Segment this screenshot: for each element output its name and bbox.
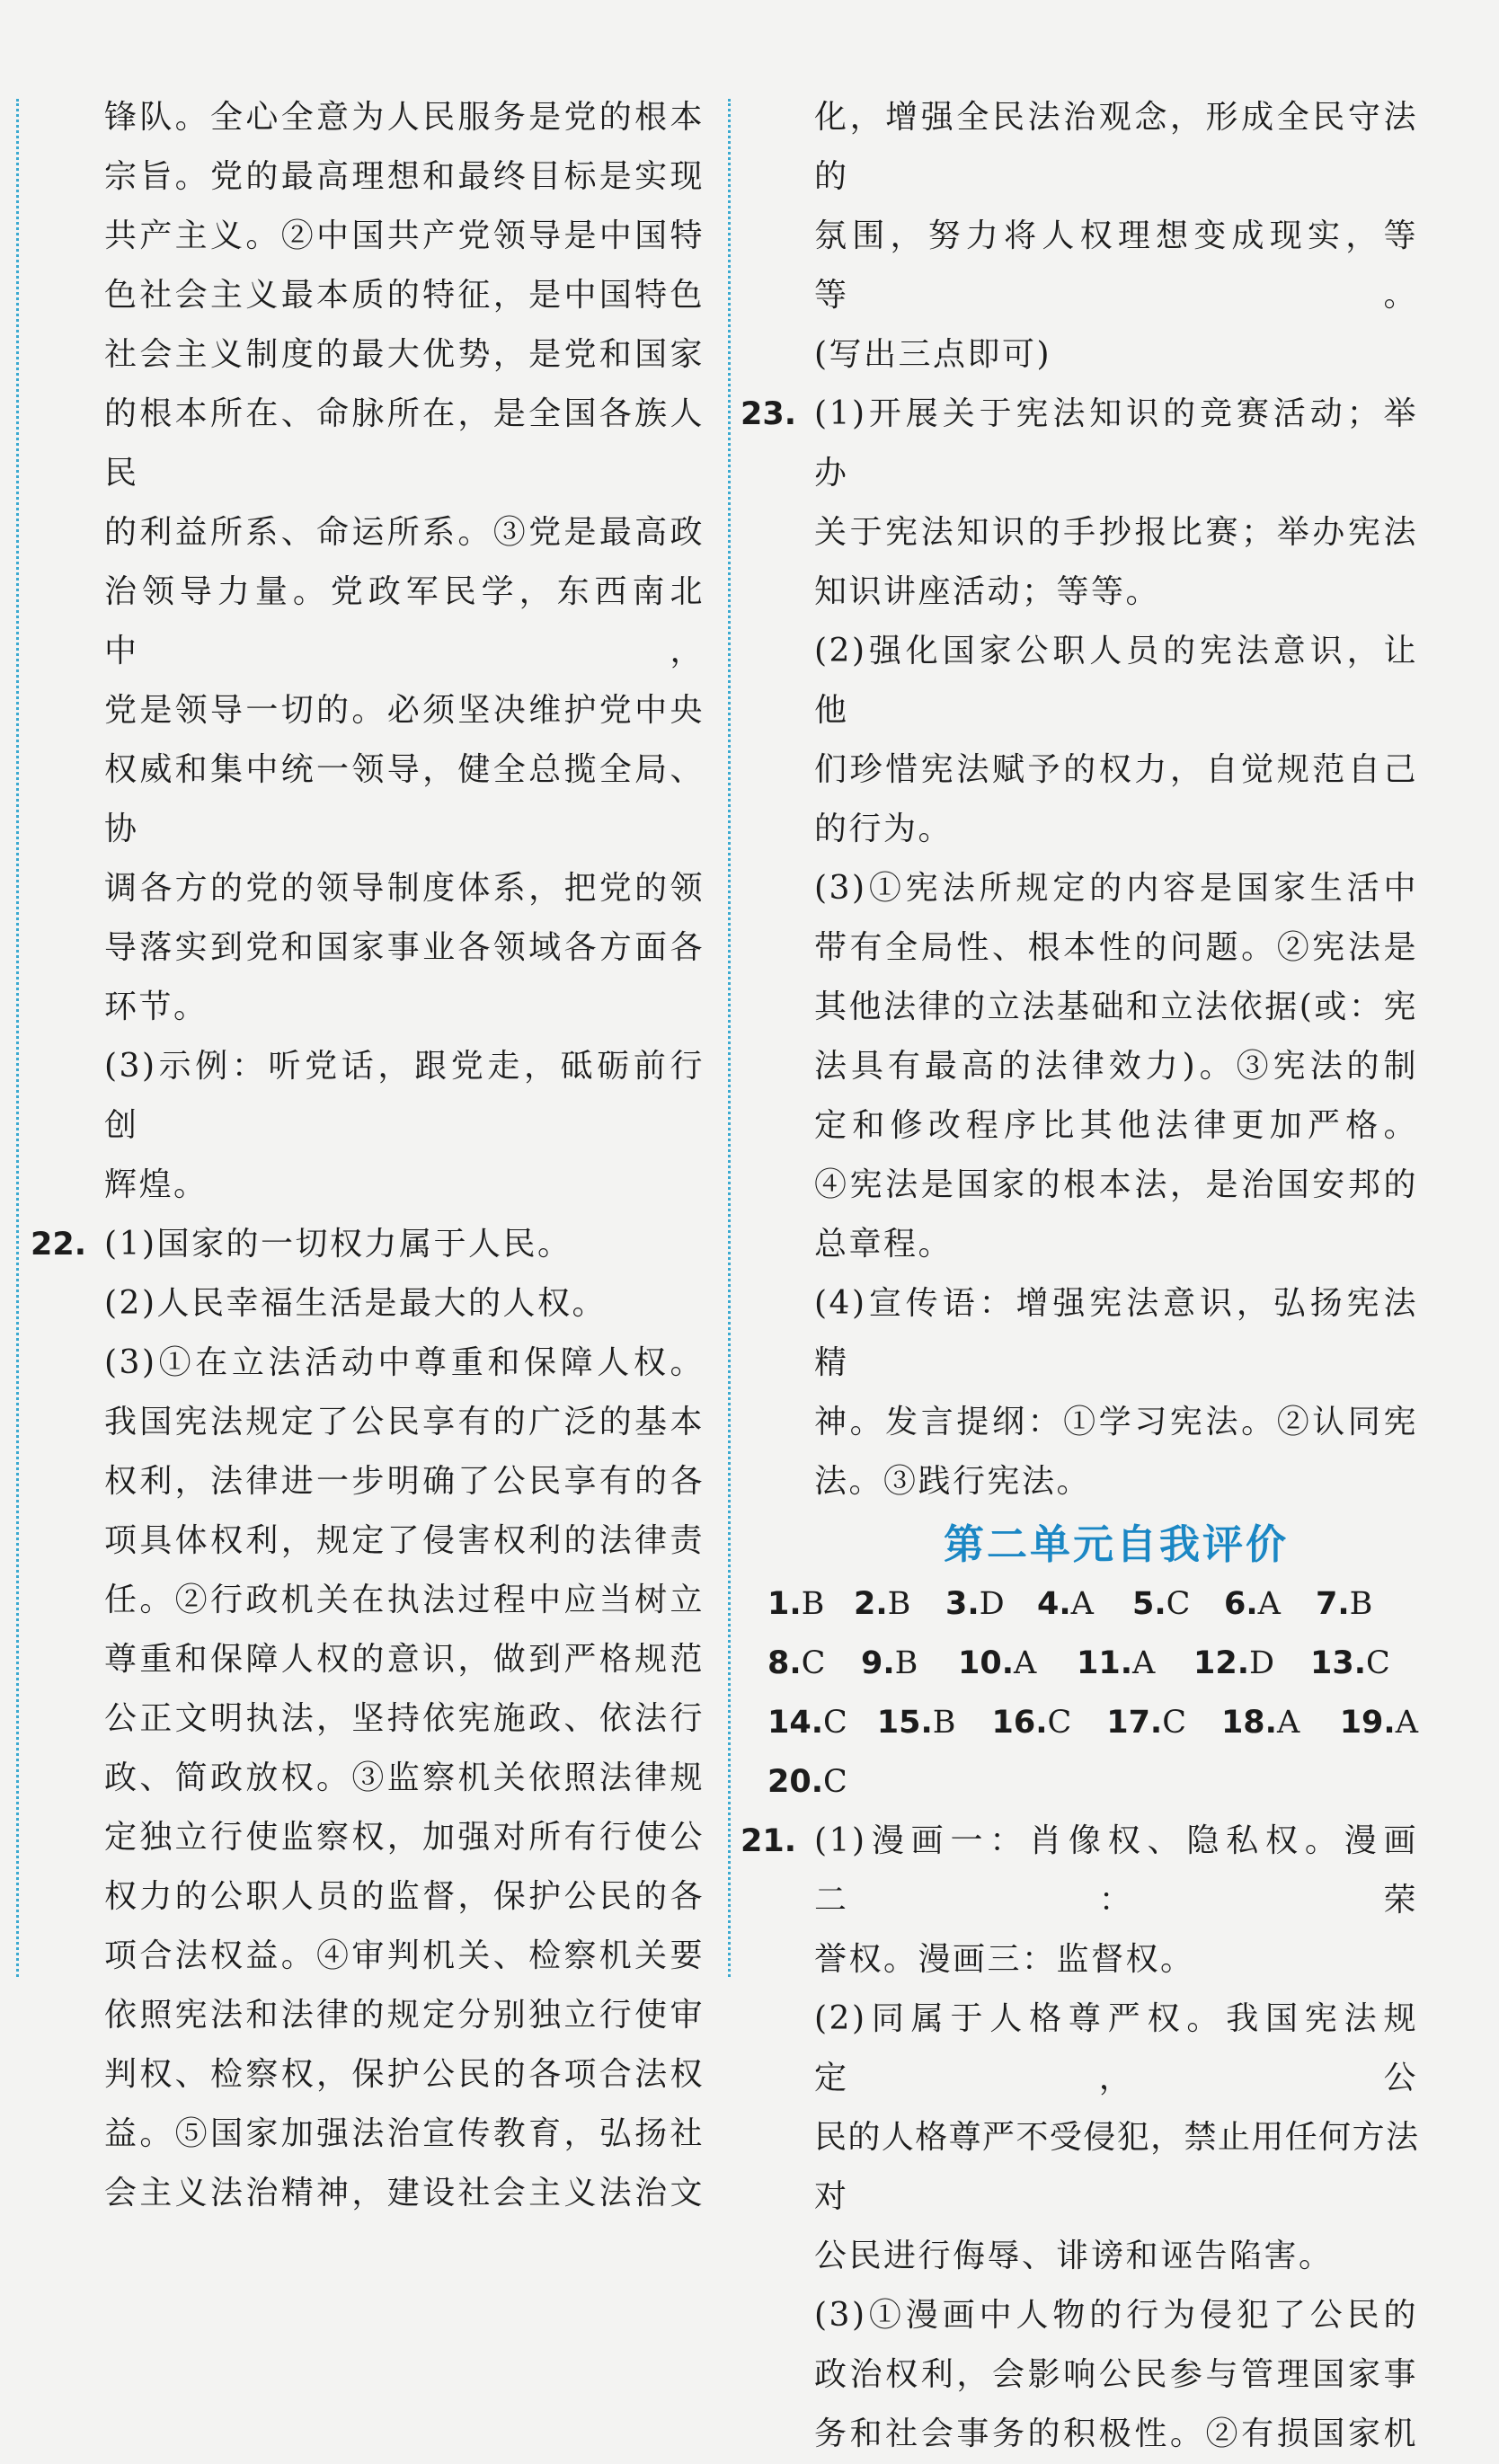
text-line: (3)①在立法活动中尊重和保障人权。	[104, 1344, 705, 1381]
right-column	[741, 88, 1418, 2464]
answer-letter: C	[1162, 1705, 1187, 1741]
text-line: 们珍惜宪法赋予的权力，自觉规范自己	[814, 751, 1418, 788]
text-line: (1)开展关于宪法知识的竞赛活动；举办	[814, 395, 1418, 492]
text-line: (4)宣传语：增强宪法意识，弘扬宪法精	[814, 1285, 1418, 1381]
text-line: 公正文明执法，坚持依宪施政、依法行	[104, 1700, 705, 1737]
answer-number: 9.	[861, 1645, 895, 1681]
answer-number: 1.	[767, 1586, 802, 1622]
text-line: 权利，法律进一步明确了公民享有的各	[104, 1463, 705, 1500]
answer-letter: A	[1070, 1586, 1094, 1622]
text-line: 化，增强全民法治观念，形成全民守法的	[814, 99, 1418, 195]
answer-item	[945, 1574, 1037, 1634]
left-margin-dotted-line	[16, 99, 19, 1977]
answer-item	[1106, 1693, 1221, 1752]
answer-item	[767, 1693, 877, 1752]
answer-number: 19.	[1339, 1705, 1396, 1741]
answer-row	[767, 1574, 1418, 1634]
answer-item	[958, 1634, 1077, 1693]
text-line: 依照宪法和法律的规定分别独立行使审	[104, 1997, 705, 2034]
text-line: 知识讲座活动；等等。	[814, 573, 1161, 610]
answer-number: 14.	[767, 1705, 824, 1741]
text-line: 宗旨。党的最高理想和最终目标是实现	[104, 158, 705, 195]
answer-item	[991, 1693, 1106, 1752]
answer-number: 15.	[876, 1705, 933, 1741]
answer-row	[767, 1693, 1418, 1752]
answer-letter: B	[1349, 1586, 1373, 1622]
answer-letter: B	[887, 1586, 911, 1622]
text-line: 的利益所系、命运所系。③党是最高政	[104, 514, 705, 551]
answer-number: 12.	[1193, 1645, 1250, 1681]
answer-number: 6.	[1224, 1586, 1258, 1622]
left-column	[31, 88, 705, 2223]
text-line: 神。发言提纲：①学习宪法。②认同宪	[814, 1404, 1418, 1440]
text-line: 我国宪法规定了公民享有的广泛的基本	[104, 1404, 705, 1440]
text-line: 环节。	[104, 988, 208, 1025]
question-number: 23.	[741, 396, 797, 432]
answer-letter: C	[1047, 1705, 1072, 1741]
text-line: 益。⑤国家加强法治宣传教育，弘扬社	[104, 2115, 705, 2152]
text-line: 色社会主义最本质的特征，是中国特色	[104, 277, 705, 314]
answer-number: 18.	[1220, 1705, 1277, 1741]
answer-letter: A	[1395, 1705, 1418, 1741]
text-line: (3)①宪法所规定的内容是国家生活中	[814, 870, 1418, 907]
answer-item	[767, 1634, 861, 1693]
text-line: 定独立行使监察权，加强对所有行使公	[104, 1819, 705, 1856]
text-line: (2)同属于人格尊严权。我国宪法规定，公	[814, 2000, 1418, 2096]
text-line: 定和修改程序比其他法律更加严格。	[814, 1107, 1418, 1144]
text-line: 会主义法治精神，建设社会主义法治文	[104, 2175, 705, 2211]
answer-item	[877, 1693, 992, 1752]
answer-number: 4.	[1037, 1586, 1071, 1622]
text-line: (写出三点即可)	[814, 336, 1052, 373]
answer-item	[1193, 1634, 1310, 1693]
answer-number: 7.	[1316, 1586, 1350, 1622]
text-line: (3)①漫画中人物的行为侵犯了公民的	[814, 2297, 1418, 2334]
text-line: 政治权利，会影响公民参与管理国家事	[814, 2356, 1418, 2393]
text-line: 项具体权利，规定了侵害权利的法律责	[104, 1522, 705, 1559]
text-line: 共产主义。②中国共产党领导是中国特	[104, 217, 705, 254]
question-21	[741, 1812, 1418, 2464]
answer-letter: D	[979, 1586, 1005, 1622]
text-line: 带有全局性、根本性的问题。②宪法是	[814, 929, 1418, 966]
answer-item	[1340, 1693, 1418, 1752]
text-line: 法。③践行宪法。	[814, 1463, 1092, 1500]
text-line: 法具有最高的法律效力)。③宪法的制	[814, 1048, 1418, 1085]
text-line: 关于宪法知识的手抄报比赛；举办宪法	[814, 514, 1418, 551]
answer-item	[1316, 1574, 1372, 1634]
answer-item	[1132, 1574, 1224, 1634]
text-line: 尊重和保障人权的意识，做到严格规范	[104, 1641, 705, 1678]
answer-number: 20.	[767, 1764, 824, 1800]
text-line: 导落实到党和国家事业各领域各方面各	[104, 929, 705, 966]
text-line: 判权、检察权，保护公民的各项合法权	[104, 2056, 705, 2093]
answer-item	[861, 1634, 958, 1693]
text-line: 的行为。	[814, 811, 954, 847]
answer-letter: A	[1014, 1645, 1037, 1681]
intro-continuation-block	[104, 88, 705, 1215]
answer-item	[854, 1574, 945, 1634]
answer-row	[767, 1634, 1418, 1693]
q22-continuation-block	[814, 88, 1418, 385]
answer-number: 11.	[1077, 1645, 1133, 1681]
answer-letter: C	[1366, 1645, 1390, 1681]
text-line: 党是领导一切的。必须坚决维护党中央	[104, 692, 705, 729]
answer-item	[1310, 1634, 1390, 1693]
answer-number: 2.	[854, 1586, 888, 1622]
text-line: 氛围，努力将人权理想变成现实，等等。	[814, 217, 1418, 314]
answer-number: 17.	[1106, 1705, 1163, 1741]
text-line: 任。②行政机关在执法过程中应当树立	[104, 1582, 705, 1618]
text-line: 权力的公职人员的监督，保护公民的各	[104, 1878, 705, 1915]
text-line: 锋队。全心全意为人民服务是党的根本	[104, 99, 705, 136]
answer-number: 16.	[991, 1705, 1048, 1741]
answer-number: 13.	[1310, 1645, 1367, 1681]
text-line: 民的人格尊严不受侵犯，禁止用任何方法对	[814, 2119, 1418, 2215]
answer-letter: B	[932, 1705, 956, 1741]
text-line: 总章程。	[814, 1226, 954, 1263]
answer-number: 3.	[945, 1586, 980, 1622]
text-line: 调各方的党的领导制度体系，把党的领	[104, 870, 705, 907]
answer-letter: B	[801, 1586, 825, 1622]
answer-letter: D	[1249, 1645, 1275, 1681]
text-line: 社会主义制度的最大优势，是党和国家	[104, 336, 705, 373]
answer-letter: A	[1276, 1705, 1300, 1741]
answer-number: 5.	[1132, 1586, 1166, 1622]
text-line: 务和社会事务的积极性。②有损国家机	[814, 2415, 1418, 2452]
answer-row	[767, 1752, 1418, 1812]
answer-number: 8.	[767, 1645, 802, 1681]
text-line: (3)示例：听党话，跟党走，砥砺前行创	[104, 1048, 705, 1144]
answer-letter: A	[1132, 1645, 1156, 1681]
question-22	[31, 1215, 705, 2223]
text-line: 誉权。漫画三：监督权。	[814, 1941, 1195, 1978]
answer-item	[1037, 1574, 1132, 1634]
answer-item	[767, 1752, 847, 1812]
answer-letter: B	[894, 1645, 918, 1681]
multiple-choice-answers	[767, 1574, 1418, 1812]
answer-item	[767, 1574, 854, 1634]
text-line: 辉煌。	[104, 1166, 208, 1203]
section-title: 第二单元自我评价	[943, 1520, 1289, 1568]
text-line: 权威和集中统一领导，健全总揽全局、协	[104, 751, 705, 847]
answer-letter: A	[1257, 1586, 1281, 1622]
text-line: (2)人民幸福生活是最大的人权。	[104, 1285, 607, 1322]
column-divider-dotted-line	[728, 99, 731, 1977]
text-line: (1)漫画一：肖像权、隐私权。漫画二：荣	[814, 1822, 1418, 1919]
answer-item	[1221, 1693, 1340, 1752]
answer-item	[1224, 1574, 1316, 1634]
text-line: 的根本所在、命脉所在，是全国各族人民	[104, 395, 705, 492]
text-line: 政、简政放权。③监察机关依照法律规	[104, 1759, 705, 1796]
answer-number: 10.	[958, 1645, 1015, 1681]
text-line: (2)强化国家公职人员的宪法意识，让他	[814, 633, 1418, 729]
text-line: 治领导力量。党政军民学，东西南北中，	[104, 573, 705, 669]
text-line: ④宪法是国家的根本法，是治国安邦的	[814, 1166, 1418, 1203]
text-line: 其他法律的立法基础和立法依据(或：宪	[814, 988, 1418, 1025]
text-line: 项合法权益。④审判机关、检察机关要	[104, 1937, 705, 1974]
question-number: 21.	[741, 1823, 797, 1859]
question-number: 22.	[31, 1227, 87, 1263]
answer-letter: C	[823, 1764, 847, 1800]
answer-letter: C	[823, 1705, 847, 1741]
question-23	[741, 385, 1418, 1511]
answer-letter: C	[801, 1645, 826, 1681]
text-line: (1)国家的一切权力属于人民。	[104, 1226, 572, 1263]
answer-item	[1077, 1634, 1193, 1693]
text-line: 公民进行侮辱、诽谤和诬告陷害。	[814, 2238, 1334, 2274]
answer-letter: C	[1166, 1586, 1191, 1622]
